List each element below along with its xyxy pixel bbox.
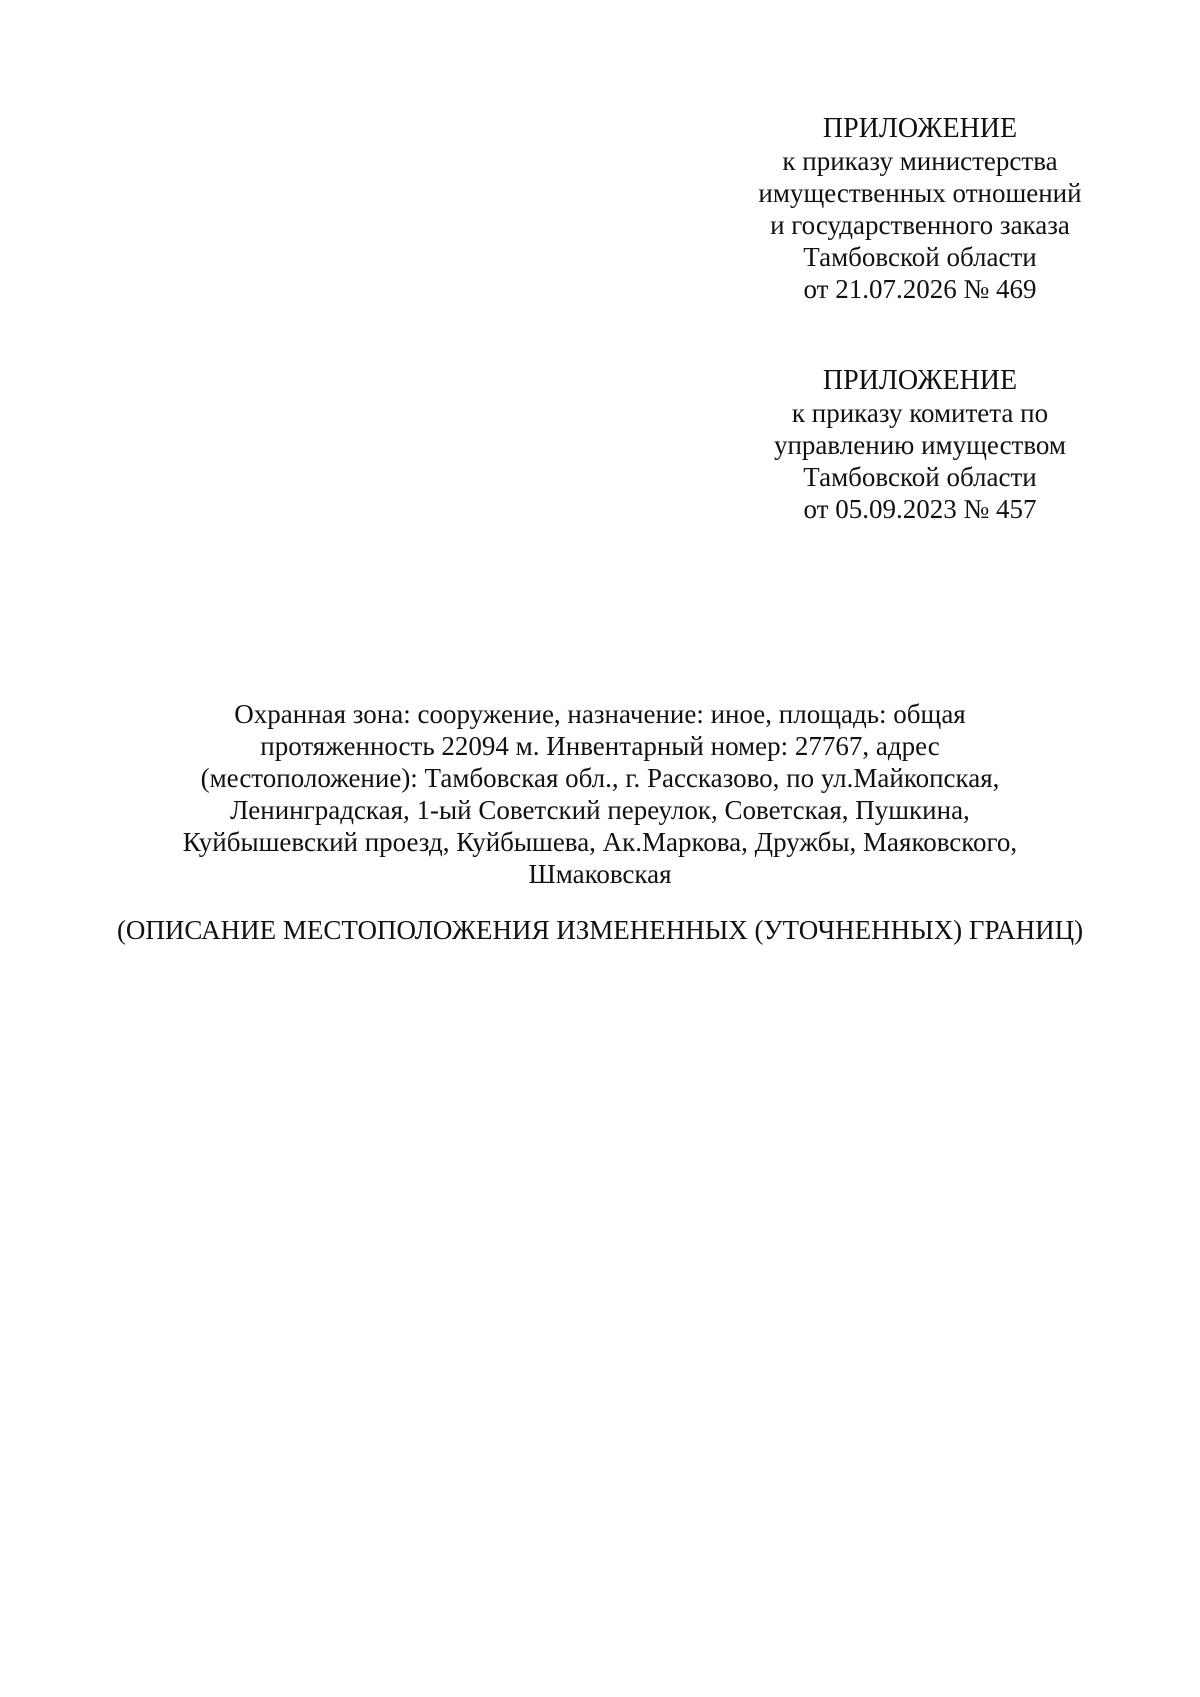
zone-description-line: (местоположение): Тамбовская обл., г. Рассказово, по ул.Майкопская, [200,763,1000,793]
appendix-line: управлению имуществом [773,430,1066,460]
appendix-line: имущественных отношений [758,178,1082,208]
appendix-line: Тамбовской области [803,462,1037,492]
appendix-heading: ПРИЛОЖЕНИЕ [822,113,1018,144]
zone-description-line: Охранная зона: сооружение, назначение: иное, площадь: общая [234,699,966,729]
zone-description-line: Шмаковская [528,859,672,889]
boundary-description-title: (ОПИСАНИЕ МЕСТОПОЛОЖЕНИЯ ИЗМЕНЕННЫХ (УТОЧНЕННЫХ) ГРАНИЦ) [116,915,1084,945]
appendix-header-current-order [710,113,1130,305]
zone-description-line: протяженность 22094 м. Инвентарный номер: 27767, адрес [260,731,940,761]
protection-zone-description [160,698,1040,890]
zone-description-line: Ленинградская, 1-ый Советский переулок, Советская, Пушкина, [230,795,970,825]
appendix-line: Тамбовской области [803,242,1037,272]
appendix-heading: ПРИЛОЖЕНИЕ [822,365,1018,396]
zone-description-line: Куйбышевский проезд, Куйбышева, Ак.Маркова, Дружбы, Маяковского, [182,827,1018,857]
appendix-order-date-number: от 05.09.2023 № 457 [803,494,1037,524]
appendix-line: к приказу комитета по [791,398,1049,428]
appendix-order-date-number: от 21.07.2026 № 469 [803,274,1037,304]
appendix-line: к приказу министерства [782,146,1058,176]
appendix-header-previous-order [710,365,1130,525]
appendix-line: и государственного заказа [770,210,1070,240]
